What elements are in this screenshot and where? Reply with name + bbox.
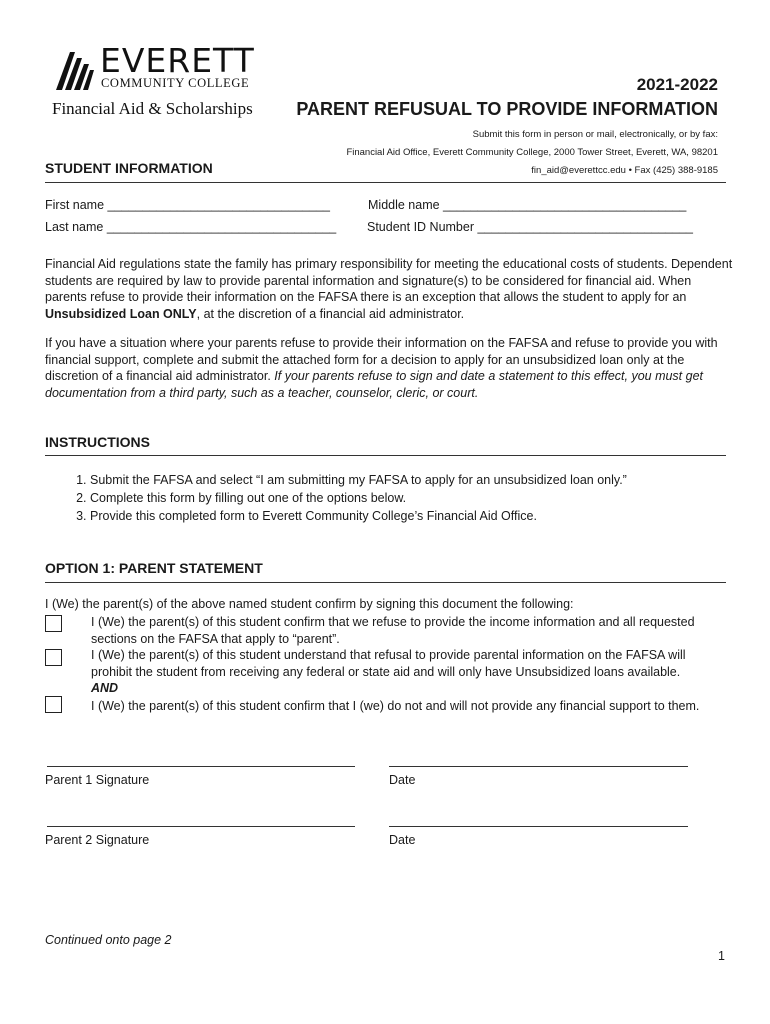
parent1-signature-line[interactable]	[47, 766, 355, 767]
student-id-field[interactable]: Student ID Number _______________________________	[367, 220, 693, 234]
divider	[45, 182, 726, 183]
option1-statement-2: I (We) the parent(s) of this student understand that refusal to provide parental information on the FAFSA will prohibit the student from receiving any federal or state aid and will only have Unsubsidized loans available.	[91, 648, 686, 679]
intro-paragraph-1: Financial Aid regulations state the family has primary responsibility for meeting the educational costs of students. Dependent students are required by law to provide parental information and signature(s) to be considered for financial aid. When parents refuse to provide their information on the FAFSA there is an exception that allows the student to apply for an Unsubsidized Loan ONLY, at the discretion of a financial aid administrator.	[45, 257, 733, 321]
instructions-list	[45, 471, 730, 525]
logo-mark-icon	[56, 52, 94, 90]
option1-statement-1: I (We) the parent(s) of this student confirm that we refuse to provide the income information and all requested sections on the FAFSA that apply to “parent”.	[91, 615, 695, 646]
date2-line[interactable]	[389, 826, 688, 827]
intro-paragraph-2: If you have a situation where your parents refuse to provide their information on the FAFSA and refuse to provide you with financial support, complete and submit the attached form for a decision to apply for an unsubsidized loan only at the discretion of a financial aid administrator. If your parents refuse to sign and date a statement to this effect, you must get documentation from a third party, such as a teacher, counselor, cleric, or court.	[45, 336, 718, 400]
divider	[45, 582, 726, 583]
parent2-signature-line[interactable]	[47, 826, 355, 827]
first-name-field[interactable]: First name ________________________________	[45, 198, 330, 212]
middle-name-field[interactable]: Middle name ___________________________________	[368, 198, 687, 212]
and-label: AND	[91, 681, 119, 695]
list-item: 3. Provide this completed form to Everett Community College’s Financial Aid Office.	[90, 507, 730, 525]
date1-line[interactable]	[389, 766, 688, 767]
list-item: 1. Submit the FAFSA and select “I am submitting my FAFSA to apply for an unsubsidized loan only.”	[90, 471, 730, 489]
form-title: PARENT REFUSUAL TO PROVIDE INFORMATION	[296, 99, 718, 119]
date2-label: Date	[389, 833, 416, 847]
logo-department: Financial Aid & Scholarships	[52, 99, 253, 118]
last-name-field[interactable]: Last name _________________________________	[45, 220, 337, 234]
list-item: 2. Complete this form by filling out one of the options below.	[90, 489, 730, 507]
parent1-signature-label: Parent 1 Signature	[45, 773, 150, 787]
option1-heading: OPTION 1: PARENT STATEMENT	[45, 560, 263, 576]
page-number: 1	[718, 949, 725, 963]
logo-wordmark: EVERETT	[100, 41, 255, 80]
office-address: Financial Aid Office, Everett Community College, 2000 Tower Street, Everett, WA, 98201	[346, 147, 718, 158]
parent2-signature-label: Parent 2 Signature	[45, 833, 150, 847]
submit-note: Submit this form in person or mail, electronically, or by fax:	[472, 129, 718, 140]
date1-label: Date	[389, 773, 416, 787]
no-financial-support-checkbox[interactable]	[45, 696, 62, 713]
instructions-heading: INSTRUCTIONS	[45, 434, 150, 450]
contact-info: fin_aid@everettcc.edu • Fax (425) 388-9185	[531, 165, 718, 176]
option1-intro: I (We) the parent(s) of the above named student confirm by signing this document the following:	[45, 597, 574, 611]
continued-note: Continued onto page 2	[45, 933, 172, 947]
logo-subtitle: COMMUNITY COLLEGE	[101, 76, 250, 90]
refuse-income-info-checkbox[interactable]	[45, 615, 62, 632]
student-info-heading: STUDENT INFORMATION	[45, 160, 213, 176]
understand-refusal-checkbox[interactable]	[45, 649, 62, 666]
divider	[45, 455, 726, 456]
form-year: 2021-2022	[636, 75, 718, 94]
option1-statement-3: I (We) the parent(s) of this student confirm that I (we) do not and will not provide any financial support to them.	[91, 699, 700, 713]
